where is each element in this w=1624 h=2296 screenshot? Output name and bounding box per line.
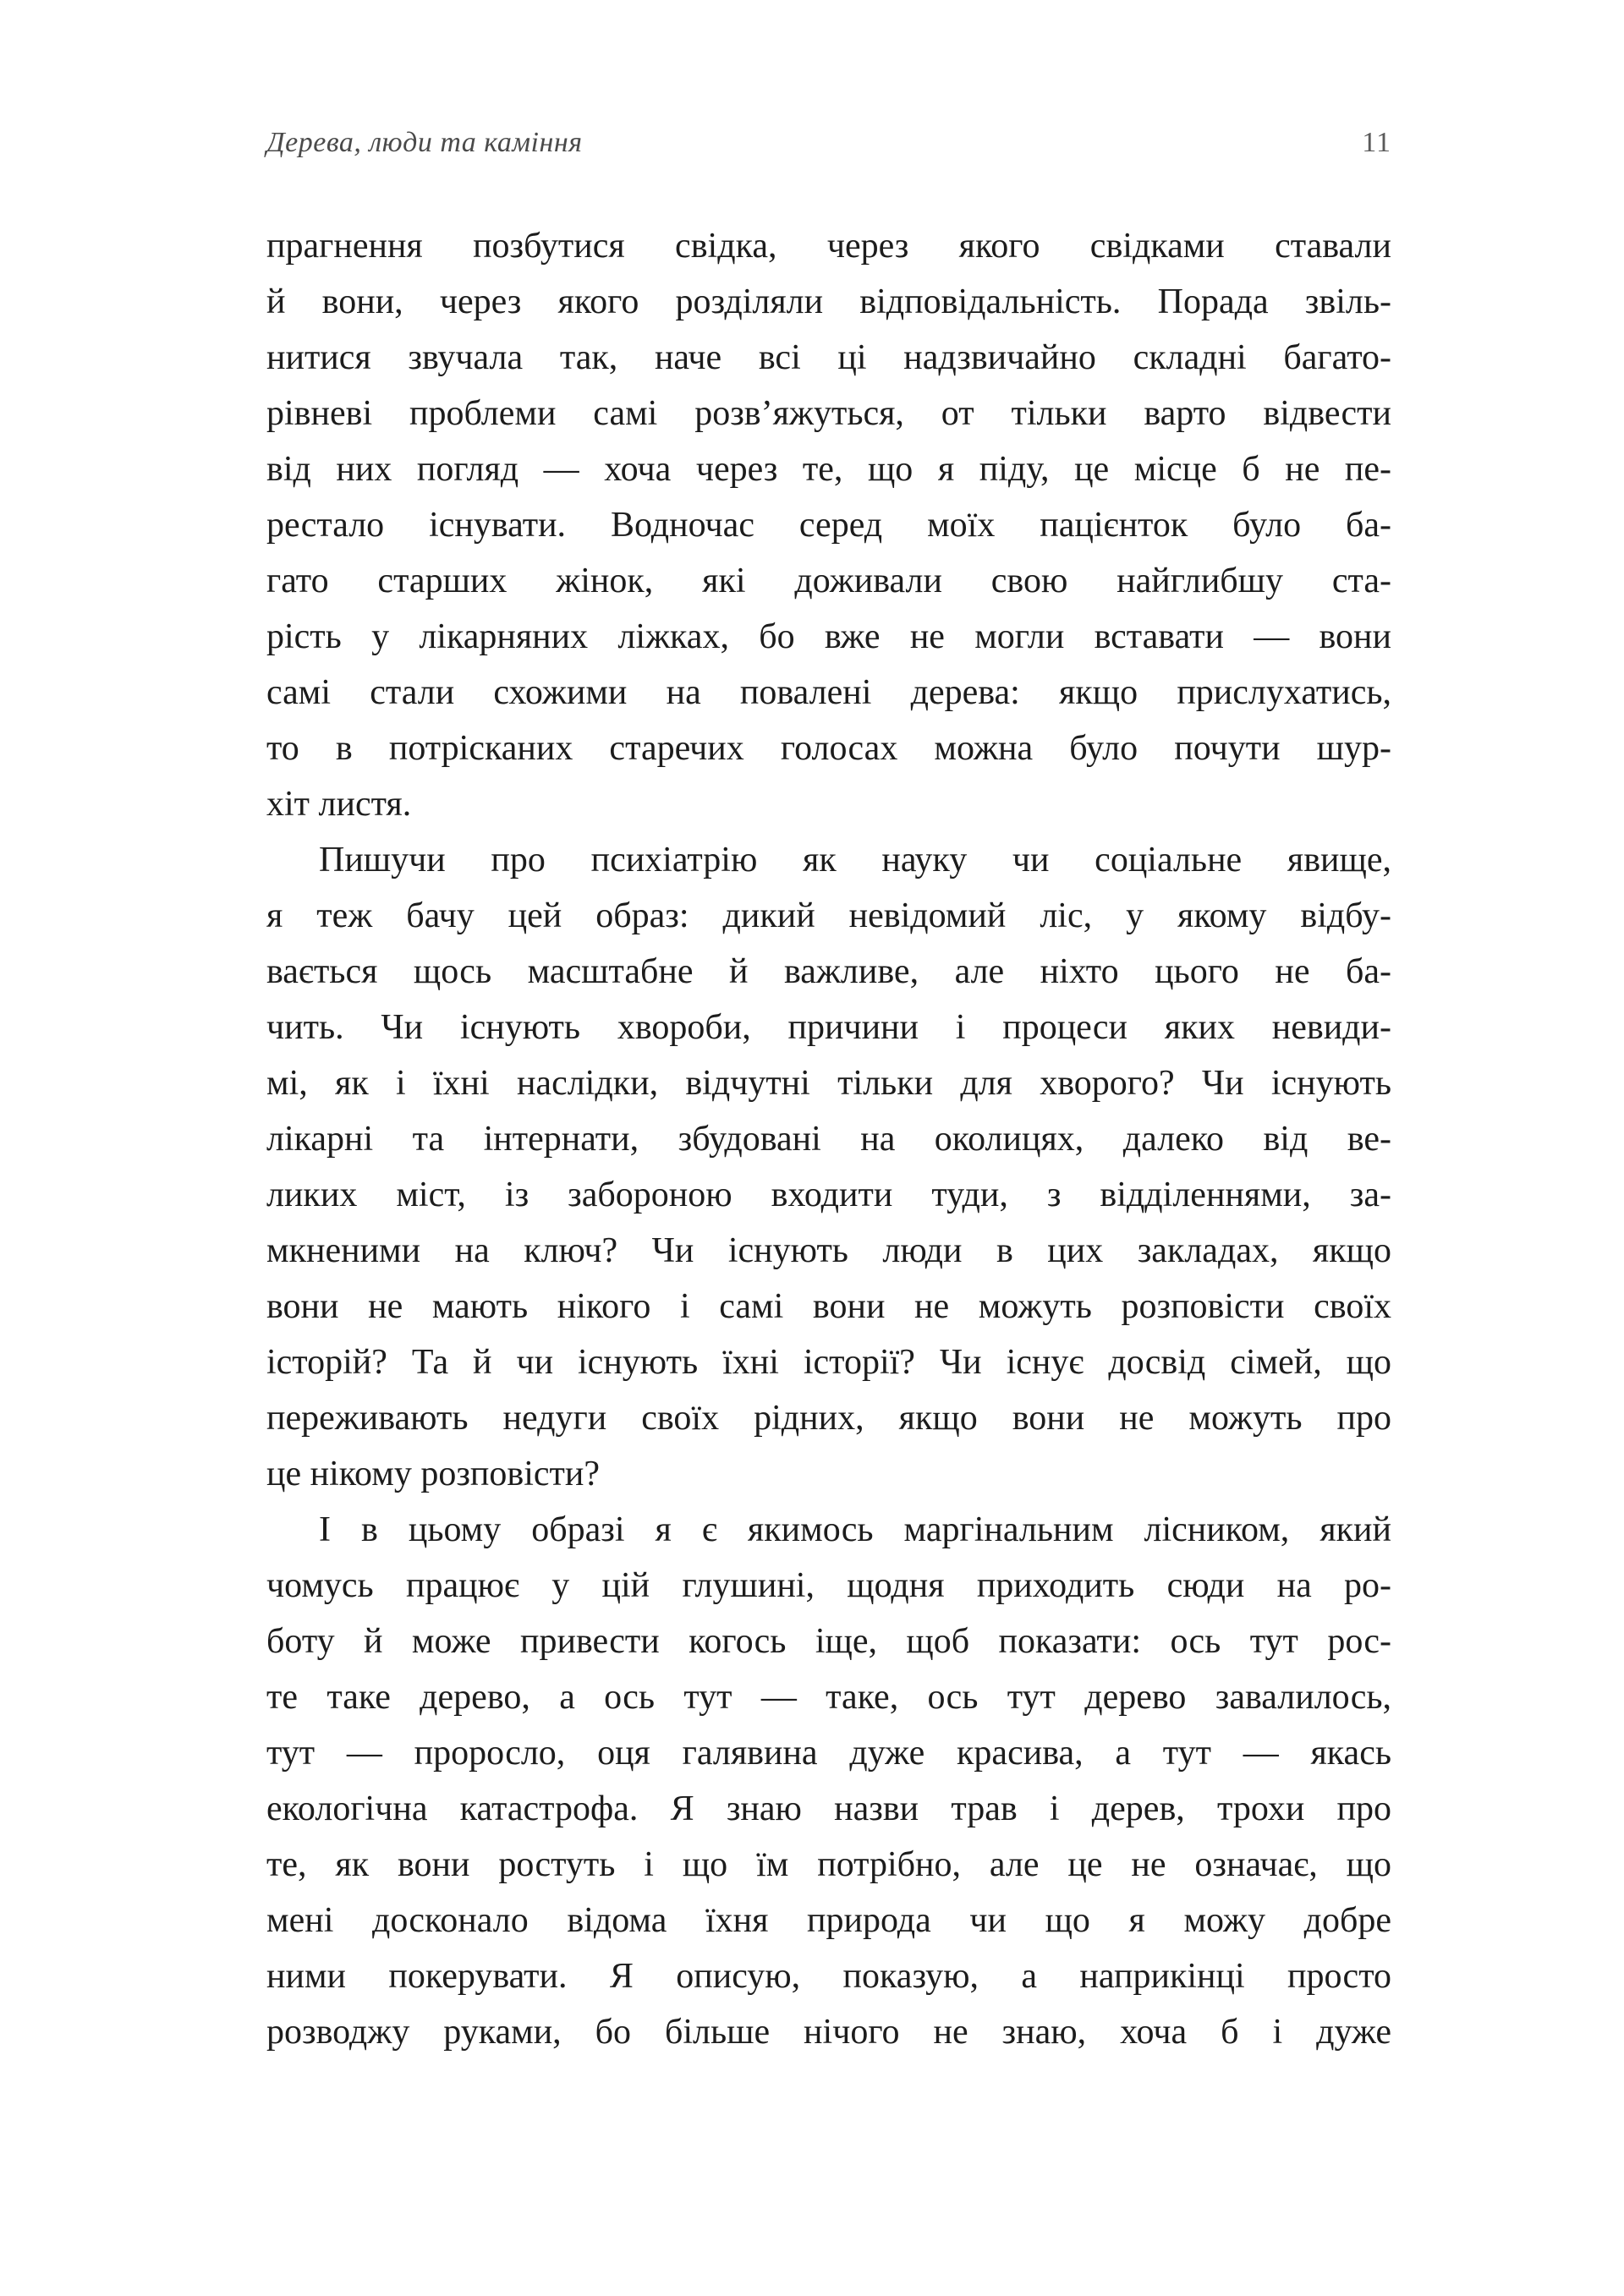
text-line: й вони, через якого розділяли відповідальність. Порада звіль-: [266, 282, 1391, 321]
text-line: прагнення позбутися свідка, через якого свідками ставали: [266, 227, 1391, 266]
text-line: те, як вони ростуть і що їм потрібно, але це не означає, що: [266, 1845, 1391, 1884]
paragraph-1: [266, 218, 1391, 832]
body-text: [266, 218, 1391, 2060]
text-line: нитися звучала так, наче всі ці надзвичайно складні багато-: [266, 338, 1391, 377]
text-line: вони не мають нікого і самі вони не можуть розповісти своїх: [266, 1287, 1391, 1326]
text-line: розводжу руками, бо більше нічого не знаю, хоча б і дуже: [266, 2013, 1391, 2052]
text-line: гато старших жінок, які доживали свою найглибшу ста-: [266, 562, 1391, 600]
text-line: рість у лікарняних ліжках, бо вже не могли вставати — вони: [266, 617, 1391, 656]
text-line: Пишучи про психіатрію як науку чи соціальне явище,: [319, 841, 1391, 879]
text-line: чить. Чи існують хвороби, причини і процеси яких невиди-: [266, 1008, 1391, 1047]
text-line: ними покерувати. Я описую, показую, а наприкінці просто: [266, 1957, 1391, 1996]
text-line: мені досконало відома їхня природа чи що я можу добре: [266, 1901, 1391, 1940]
text-line: лікарні та інтернати, збудовані на околицях, далеко від ве-: [266, 1120, 1391, 1159]
text-line: від них погляд — хоча через те, що я піду, це місце б не пе-: [266, 450, 1391, 489]
text-line: тут — проросло, оця галявина дуже красива, а тут — якась: [266, 1734, 1391, 1773]
page-number: 11: [1362, 127, 1391, 158]
text-line: хіт листя.: [266, 785, 412, 824]
text-line: екологічна катастрофа. Я знаю назви трав і дерев, трохи про: [266, 1789, 1391, 1828]
text-line: вається щось масштабне й важливе, але ніхто цього не ба-: [266, 952, 1391, 991]
paragraph-2: [266, 832, 1391, 1502]
text-line: це нікому розповісти?: [266, 1455, 600, 1493]
text-line: мкненими на ключ? Чи існують люди в цих закладах, якщо: [266, 1231, 1391, 1270]
text-line: то в потрісканих старечих голосах можна було почути шур-: [266, 729, 1391, 768]
text-line: те таке дерево, а ось тут — таке, ось тут дерево завалилось,: [266, 1678, 1391, 1717]
text-line: рівневі проблеми самі розв’яжуться, от тільки варто відвести: [266, 394, 1391, 433]
paragraph-3: [266, 1502, 1391, 2060]
text-line: І в цьому образі я є якимось маргінальним лісником, який: [319, 1510, 1391, 1549]
page-header: [266, 127, 1391, 159]
text-line: ликих міст, із забороною входити туди, з відділеннями, за-: [266, 1175, 1391, 1214]
text-line: рестало існувати. Водночас серед моїх пацієнток було ба-: [266, 506, 1391, 545]
text-line: боту й може привести когось іще, щоб показати: ось тут рос-: [266, 1622, 1391, 1661]
text-line: я теж бачу цей образ: дикий невідомий ліс, у якому відбу-: [266, 896, 1391, 935]
text-line: самі стали схожими на повалені дерева: якщо прислухатись,: [266, 673, 1391, 712]
running-title: Дерева, люди та каміння: [266, 127, 583, 158]
text-line: мі, як і їхні наслідки, відчутні тільки для хворого? Чи існують: [266, 1064, 1391, 1103]
text-line: чомусь працює у цій глушині, щодня приходить сюди на ро-: [266, 1566, 1391, 1605]
text-line: історій? Та й чи існують їхні історії? Чи існує досвід сімей, що: [266, 1343, 1391, 1382]
text-line: переживають недуги своїх рідних, якщо вони не можуть про: [266, 1399, 1391, 1438]
